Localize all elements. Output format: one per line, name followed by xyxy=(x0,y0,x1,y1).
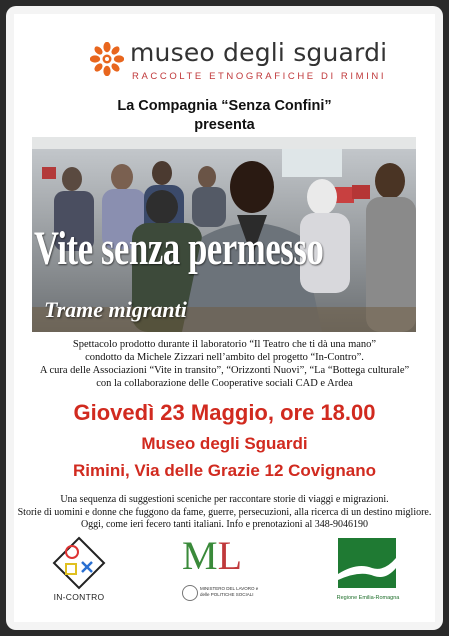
poster xyxy=(14,14,435,622)
incontro-diamond-icon xyxy=(44,534,114,592)
credits-line: Spettacolo prodotto durante il laboratorio “Il Teatro che ti dà una mano” xyxy=(72,339,377,350)
region-label: Regione Emilia-Romagna xyxy=(336,595,400,601)
event-venue: Museo degli Sguardi xyxy=(141,434,308,453)
show-title: Vite senza permesso xyxy=(34,222,324,275)
ministry-letters xyxy=(182,533,243,578)
credits-line: con la collaborazione delle Cooperative sociali CAD e Ardea xyxy=(96,378,353,389)
description-block xyxy=(14,494,435,532)
region-emblem-icon xyxy=(332,534,402,592)
presenta-line: presenta xyxy=(194,117,255,133)
incontro-label: IN-CONTRO xyxy=(53,592,105,602)
company-line: La Compagnia “Senza Confini” xyxy=(117,98,332,114)
region-logo xyxy=(332,534,402,618)
description-line: Oggi, come ieri fecero tanti italiani. Info e prenotazioni al 348-9046190 xyxy=(80,519,369,531)
sun-flower-logo-icon xyxy=(90,42,124,76)
show-subtitle: Trame migranti xyxy=(44,297,187,322)
credits-line: A cura delle Associazioni “Vite in transito”, “Orizzonti Nuovi”, “La “Bottega culturale” xyxy=(39,365,410,376)
event-date: Giovedì 23 Maggio, ore 18.00 xyxy=(73,400,376,425)
museum-subtitle: RACCOLTE ETNOGRAFICHE DI RIMINI xyxy=(132,71,387,82)
ministry-letter-l: L xyxy=(217,533,243,578)
audience-photo xyxy=(32,137,416,332)
description-line: Una sequenza di suggestioni sceniche per raccontare storie di viaggi e migrazioni. xyxy=(60,494,389,505)
ministry-caption: MINISTERO DEL LAVORO e delle POLITICHE SOCIALI xyxy=(200,586,259,597)
event-address: Rimini, Via delle Grazie 12 Covignano xyxy=(73,461,376,480)
museum-name: museo degli sguardi xyxy=(130,38,388,67)
credits-line: condotto da Michele Zizzari nell’ambito del progetto “In-Contro”. xyxy=(85,352,364,363)
republic-seal-icon xyxy=(182,585,198,601)
incontro-logo xyxy=(44,534,114,614)
museum-logo xyxy=(90,38,390,84)
ministry-letter-m: M xyxy=(182,533,218,578)
ministry-logo xyxy=(176,533,266,616)
credits-block xyxy=(14,338,435,390)
description-line: Storie di uomini e donne che fuggono da fame, guerre, persecuzioni, alla ricerca di un destino migliore. xyxy=(17,506,432,518)
